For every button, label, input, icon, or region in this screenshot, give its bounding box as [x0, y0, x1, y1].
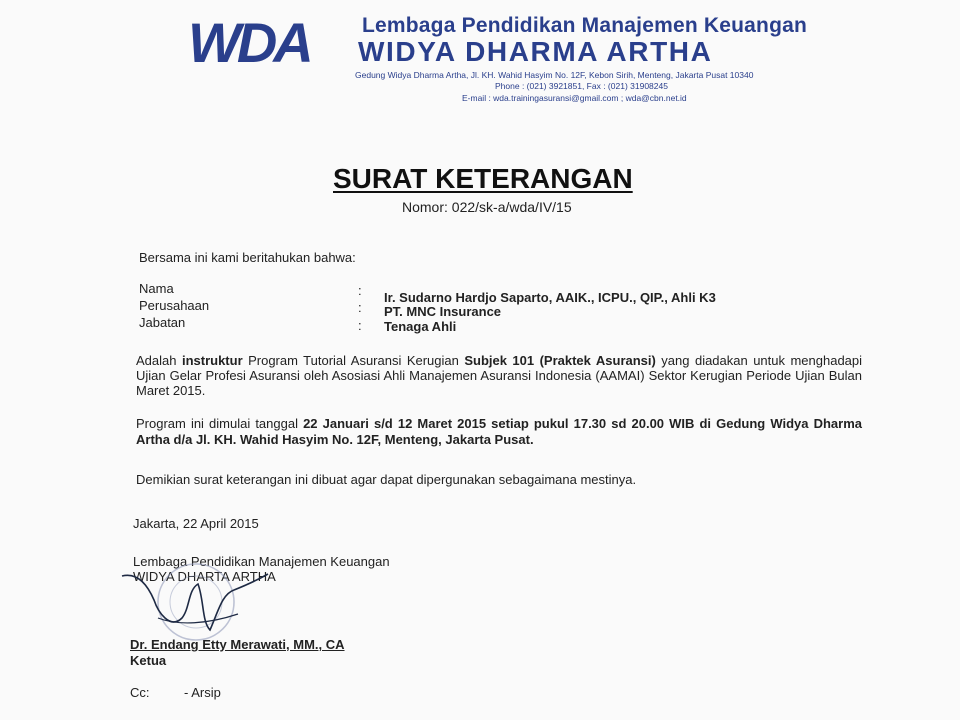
- field-label-jabatan: Jabatan: [139, 315, 186, 330]
- para1-text: Adalah: [136, 353, 182, 368]
- paragraph-instructor: [136, 353, 862, 398]
- place-date: Jakarta, 22 April 2015: [133, 516, 259, 531]
- sign-org-line2: WIDYA DHARTA ARTHA: [133, 569, 276, 584]
- org-address: Gedung Widya Dharma Artha, Jl. KH. Wahid Hasyim No. 12F, Kebon Sirih, Menteng, Jakarta Pusat 10340: [355, 70, 754, 80]
- org-email: E-mail : wda.trainingasuransi@gmail.com ; wda@cbn.net.id: [462, 93, 687, 103]
- svg-text:WDA: WDA: [188, 12, 310, 70]
- org-name: Lembaga Pendidikan Manajemen Keuangan: [362, 14, 808, 37]
- cc-value: - Arsip: [184, 685, 221, 700]
- wda-logo: [186, 12, 328, 70]
- signer-name: Dr. Endang Etty Merawati, MM., CA: [130, 637, 345, 652]
- org-phone-fax: Phone : (021) 3921851, Fax : (021) 31908245: [495, 81, 668, 91]
- intro-text: Bersama ini kami beritahukan bahwa:: [139, 250, 356, 265]
- paragraph-closing: Demikian surat keterangan ini dibuat agar dapat dipergunakan sebagaimana mestinya.: [136, 472, 637, 487]
- field-colon: :: [358, 283, 362, 298]
- org-title: WIDYA DHARMA ARTHA: [358, 36, 713, 67]
- signer-position: Ketua: [130, 653, 167, 668]
- field-colon: :: [358, 300, 362, 315]
- para1-bold: Subjek 101 (Praktek Asuransi): [464, 353, 656, 368]
- paragraph-schedule: [136, 416, 862, 448]
- field-value-jabatan: Tenaga Ahli: [384, 319, 457, 334]
- document-title: SURAT KETERANGAN: [333, 163, 633, 194]
- field-value-nama: Ir. Sudarno Hardjo Saparto, AAIK., ICPU., QIP., Ahli K3: [384, 290, 716, 305]
- document-number: Nomor: 022/sk-a/wda/IV/15: [402, 199, 572, 215]
- field-colon: :: [358, 318, 362, 333]
- signature-stroke: [122, 574, 268, 630]
- signature-stroke: [158, 614, 238, 623]
- field-label-nama: Nama: [139, 281, 174, 296]
- para1-bold: instruktur: [181, 353, 243, 368]
- field-value-perusahaan: PT. MNC Insurance: [384, 304, 502, 319]
- para2-text: Program ini dimulai tanggal: [136, 416, 304, 431]
- para1-text: yang diadakan untuk menghadapi Ujian Gelar Profesi Asuransi oleh Asosiasi Ahli Manajemen Asuransi Indonesia (AAMAI) Sektor Kerugian Periode Ujian Bulan Maret 2015.: [136, 353, 863, 398]
- cc-label: Cc:: [130, 685, 150, 700]
- sign-org-line1: Lembaga Pendidikan Manajemen Keuangan: [133, 554, 390, 569]
- para2-bold: 22 Januari s/d 12 Maret 2015 setiap pukul 17.30 sd 20.00 WIB di Gedung Widya Dharma Artha d/a Jl. KH. Wahid Hasyim No. 12F, Menteng, Jakarta Pusat.: [136, 416, 863, 447]
- field-label-perusahaan: Perusahaan: [139, 298, 210, 313]
- para1-text: Program Tutorial Asuransi Kerugian: [242, 353, 465, 368]
